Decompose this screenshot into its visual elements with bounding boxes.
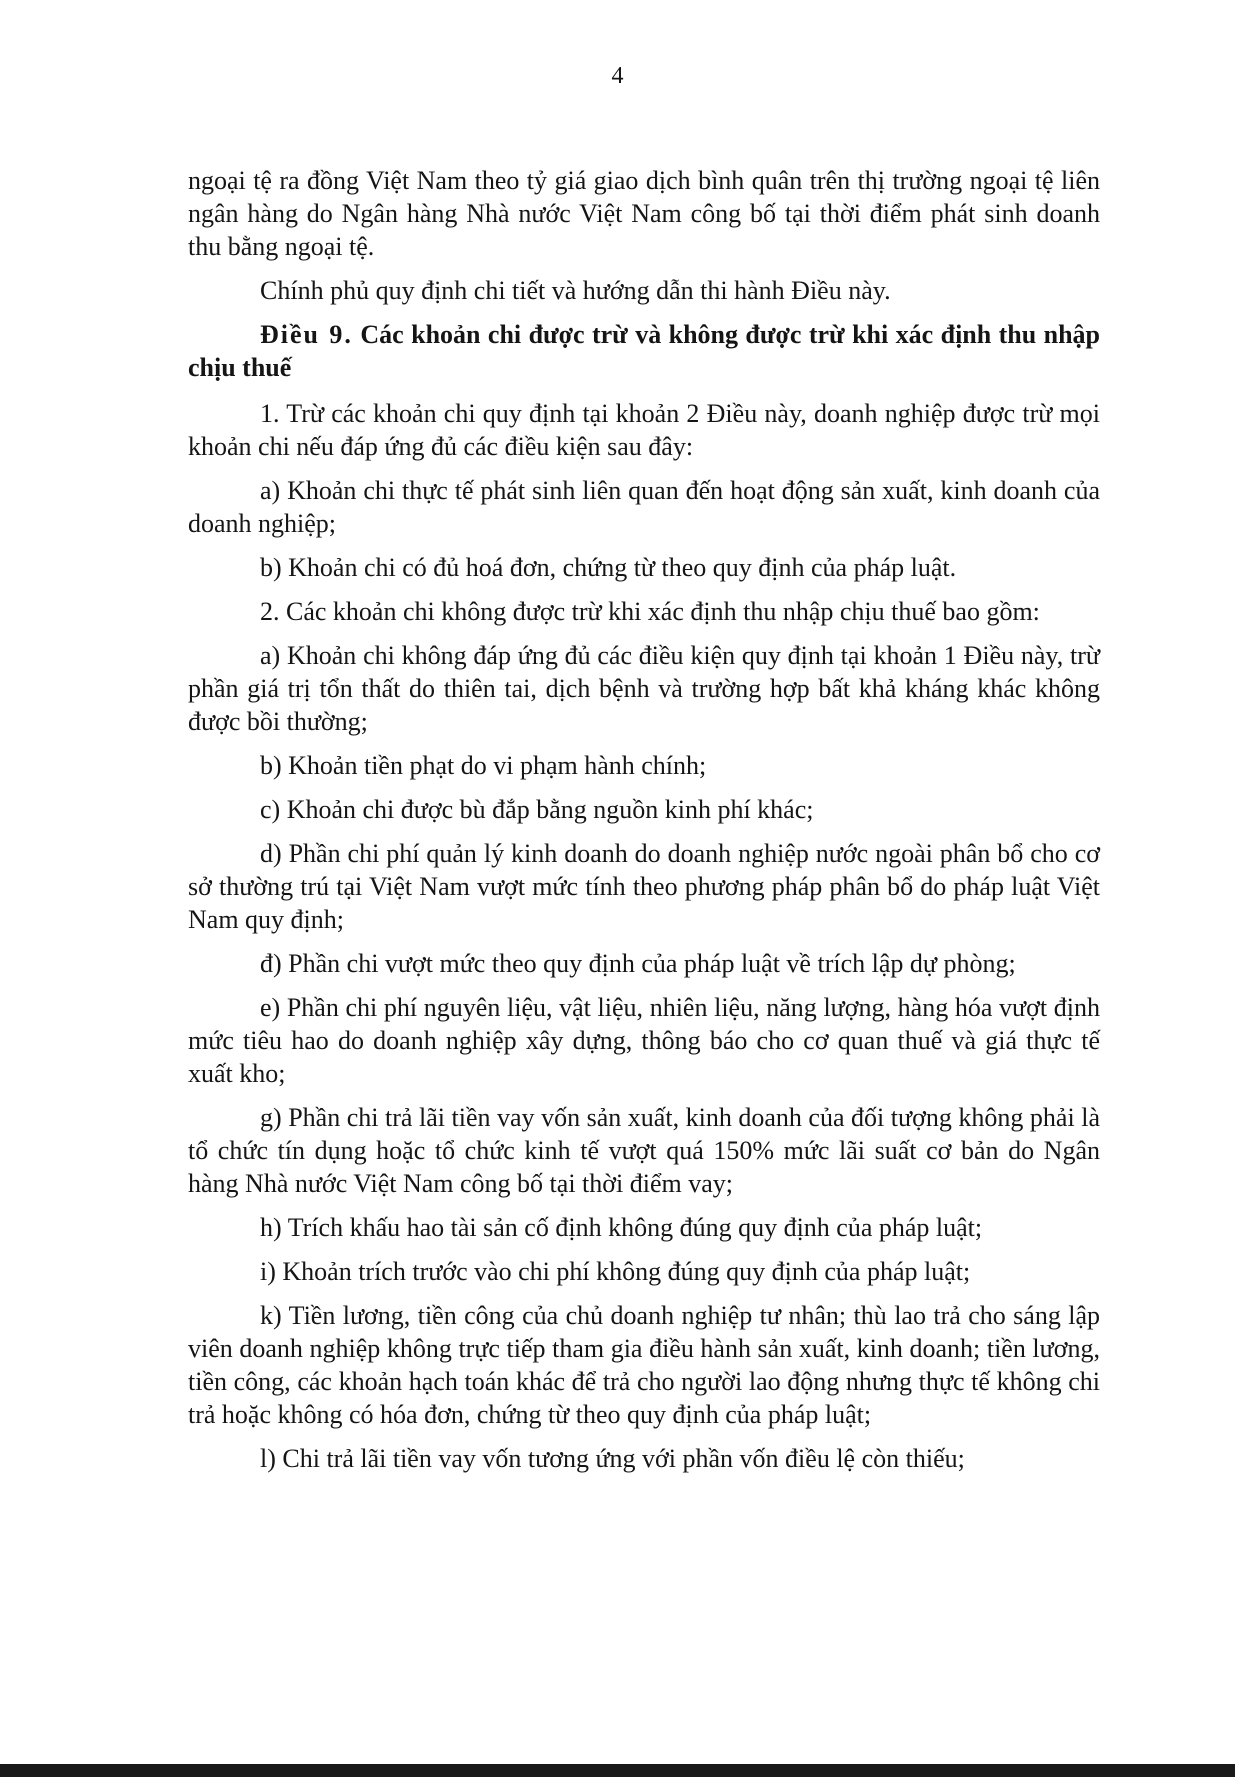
scan-bottom-edge: [0, 1764, 1235, 1777]
article-label: Điều 9.: [260, 320, 353, 349]
article-heading: [188, 318, 1100, 384]
paragraph-government-guidance: Chính phủ quy định chi tiết và hướng dẫn thi hành Điều này.: [260, 276, 891, 305]
clause-2-item-a: a) Khoản chi không đáp ứng đủ các điều kiện quy định tại khoản 1 Điều này, trừ phần giá trị tổn thất do thiên tai, dịch bệnh và trường hợp bất khả kháng khác không được bồi thường;: [188, 641, 1100, 736]
clause-1-item-a: a) Khoản chi thực tế phát sinh liên quan đến hoạt động sản xuất, kinh doanh của doanh nghiệp;: [188, 476, 1100, 538]
clause-2-item-i: i) Khoản trích trước vào chi phí không đúng quy định của pháp luật;: [260, 1257, 971, 1286]
clause-2: 2. Các khoản chi không được trừ khi xác định thu nhập chịu thuế bao gồm:: [260, 597, 1040, 626]
clause-2-item-e: e) Phần chi phí nguyên liệu, vật liệu, nhiên liệu, năng lượng, hàng hóa vượt định mức tiêu hao do doanh nghiệp xây dựng, thông báo cho cơ quan thuế và giá thực tế xuất kho;: [188, 993, 1100, 1088]
paragraph-continuation: ngoại tệ ra đồng Việt Nam theo tỷ giá giao dịch bình quân trên thị trường ngoại tệ liên ngân hàng do Ngân hàng Nhà nước Việt Nam công bố tại thời điểm phát sinh doanh thu bằng ngoại tệ.: [188, 166, 1100, 261]
clause-2-item-c: c) Khoản chi được bù đắp bằng nguồn kinh phí khác;: [260, 795, 814, 824]
clause-2-item-g: g) Phần chi trả lãi tiền vay vốn sản xuất, kinh doanh của đối tượng không phải là tổ chức tín dụng hoặc tổ chức kinh tế vượt quá 150% mức lãi suất cơ bản do Ngân hàng Nhà nước Việt Nam công bố tại thời điểm vay;: [188, 1103, 1100, 1198]
clause-2-item-h: h) Trích khấu hao tài sản cố định không đúng quy định của pháp luật;: [260, 1213, 983, 1242]
document-body: [188, 164, 1100, 1486]
clause-2-item-b: b) Khoản tiền phạt do vi phạm hành chính;: [260, 751, 707, 780]
article-title: Các khoản chi được trừ và không được trừ khi xác định thu nhập chịu thuế: [188, 320, 1101, 382]
page-number: 4: [611, 63, 624, 89]
clause-1: 1. Trừ các khoản chi quy định tại khoản 2 Điều này, doanh nghiệp được trừ mọi khoản chi nếu đáp ứng đủ các điều kiện sau đây:: [188, 399, 1100, 461]
clause-1-item-b: b) Khoản chi có đủ hoá đơn, chứng từ theo quy định của pháp luật.: [260, 553, 957, 582]
clause-2-item-l: l) Chi trả lãi tiền vay vốn tương ứng với phần vốn điều lệ còn thiếu;: [260, 1444, 965, 1473]
clause-2-item-k: k) Tiền lương, tiền công của chủ doanh nghiệp tư nhân; thù lao trả cho sáng lập viên doanh nghiệp không trực tiếp tham gia điều hành sản xuất, kinh doanh; tiền lương, tiền công, các khoản hạch toán khác để trả cho người lao động nhưng thực tế không chi trả hoặc không có hóa đơn, chứng từ theo quy định của pháp luật;: [188, 1301, 1100, 1429]
clause-2-item-dd: đ) Phần chi vượt mức theo quy định của pháp luật về trích lập dự phòng;: [260, 949, 1016, 978]
clause-2-item-d: d) Phần chi phí quản lý kinh doanh do doanh nghiệp nước ngoài phân bổ cho cơ sở thường trú tại Việt Nam vượt mức tính theo phương pháp phân bổ do pháp luật Việt Nam quy định;: [188, 839, 1100, 934]
